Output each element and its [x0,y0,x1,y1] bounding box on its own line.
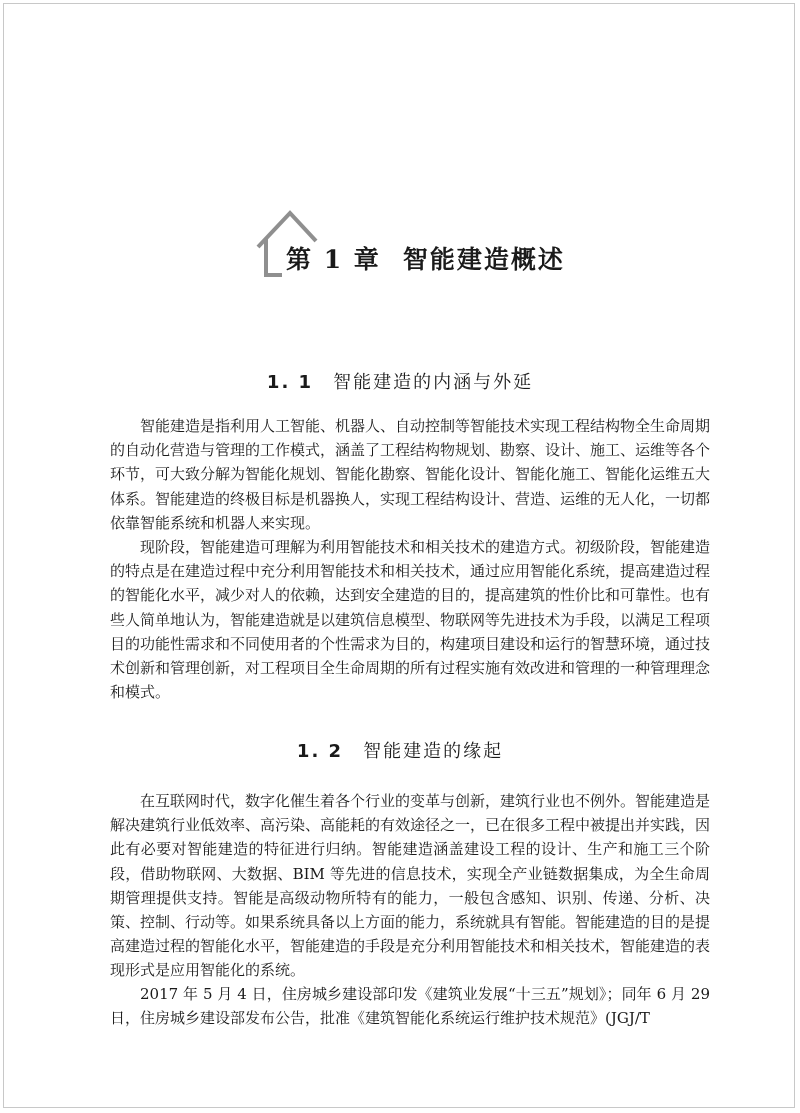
paragraph: 2017 年 5 月 4 日，住房城乡建设部印发《建筑业发展“十三五”规划》；同年 6 月 29 日，住房城乡建设部发布公告，批准《建筑智能化系统运行维护技术规范》(JGJ/T [110,985,710,1028]
paragraph: 现阶段，智能建造可理解为利用智能技术和相关技术的建造方式。初级阶段，智能建造的特点是在建造过程中充分利用智能技术和相关技术，通过应用智能化系统，提高建造过程的智能化水平，减少对人的依赖，达到安全建造的目的，提高建筑的性价比和可靠性。也有些人简单地认为，智能建造就是以建筑信息模型、物联网等先进技术为手段，以满足工程项目的功能性需求和不同使用者的个性需求为目的，构建项目建设和运行的智慧环境，通过技术创新和管理创新，对工程项目全生命周期的所有过程实施有效改进和管理的一种管理理念和模式。 [110,538,711,702]
chapter-heading [252,205,612,285]
section-number: 1. 2 [296,741,344,762]
chapter-number: 第 1 章 [286,245,381,274]
section-heading-1-1 [0,368,800,394]
section-number: 1. 1 [266,372,314,393]
section-title: 智能建造的缘起 [363,741,504,762]
paragraph: 智能建造是指利用人工智能、机器人、自动控制等智能技术实现工程结构物全生命周期的自动化营造与管理的工作模式，涵盖了工程结构物规划、勘察、设计、施工、运维等各个环节，可大致分解为智能化规划、智能化勘察、智能化设计、智能化施工、智能化运维五大体系。智能建造的终极目标是机器换人，实现工程结构设计、营造、运维的无人化，一切都依靠智能系统和机器人来实现。 [110,417,711,532]
section-heading-1-2 [0,737,800,763]
section-title: 智能建造的内涵与外延 [333,372,534,393]
chapter-name: 智能建造概述 [402,245,565,274]
paragraph: 在互联网时代，数字化催生着各个行业的变革与创新，建筑行业也不例外。智能建造是解决建筑行业低效率、高污染、高能耗的有效途径之一，已在很多工程中被提出并实践，因此有必要对智能建造的特征进行归纳。智能建造涵盖建设工程的设计、生产和施工三个阶段，借助物联网、大数据、BIM 等先进的信息技术，实现全产业链数据集成，为全生命周期管理提供支持。智能是高级动物所特有的能力，一般包含感知、识别、传递、分析、决策、控制、行动等。如果系统具备以上方面的能力，系统就具有智能。智能建造的目的是提高建造过程的智能化水平，智能建造的手段是充分利用智能技术和相关技术，智能建造的表现形式是应用智能化的系统。 [110,792,711,980]
chapter-title [286,240,565,276]
